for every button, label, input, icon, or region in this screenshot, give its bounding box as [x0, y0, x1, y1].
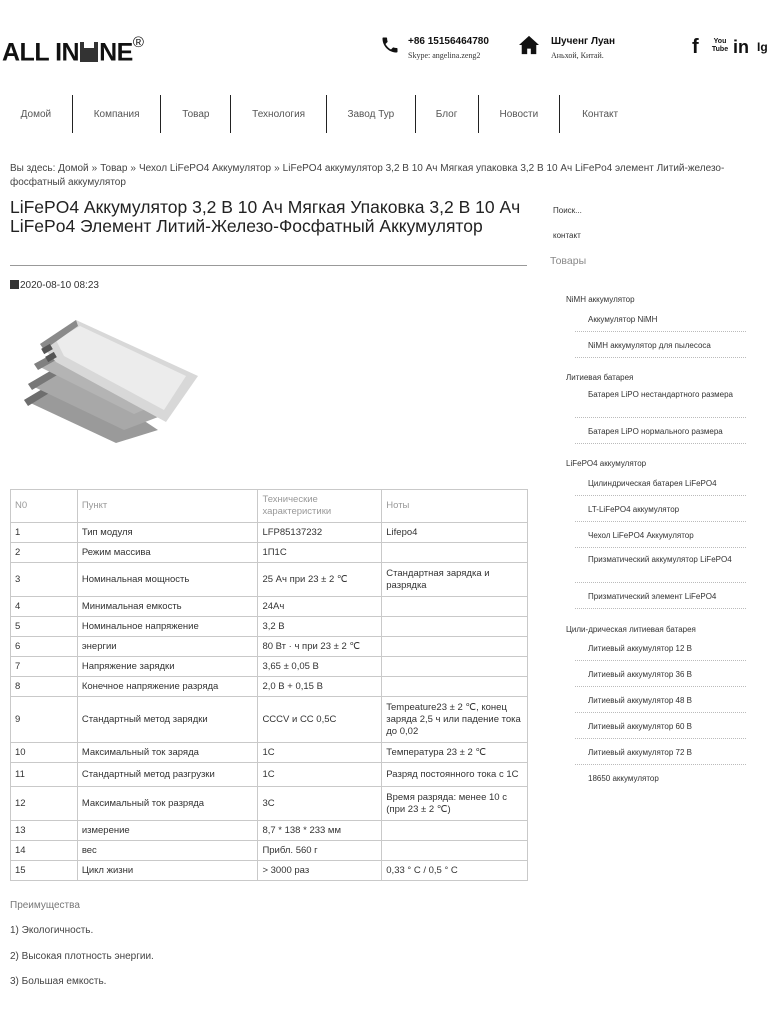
cell-no: 2: [11, 543, 78, 563]
title-divider: [10, 265, 527, 266]
calendar-icon: [10, 280, 19, 289]
sidebar-category-cylindrical[interactable]: Цили-дрическая литиевая батарея: [566, 625, 696, 634]
cell-note: Tempeature23 ± 2 ℃, конец заряда 2,5 ч или падение тока до 0,02: [382, 697, 528, 743]
sidebar-separator: [575, 495, 746, 496]
product-image: [16, 318, 201, 443]
sidebar-item[interactable]: LT-LiFePO4 аккумулятор: [588, 505, 680, 514]
cell-item: Стандартный метод разгрузки: [77, 763, 258, 787]
logo-battery-icon: [80, 42, 98, 62]
breadcrumb-link[interactable]: Товар: [100, 163, 128, 174]
table-row: [11, 657, 528, 677]
breadcrumb-current: LiFePO4 аккумулятор 3,2 В 10 Ач Мягкая упаковка 3,2 В 10 Ач LiFePo4 элемент Литий-железо-фосфатный аккумулятор: [10, 163, 725, 188]
nav-home[interactable]: Домой: [0, 95, 73, 133]
cell-spec: 3C: [258, 787, 382, 821]
sidebar-item[interactable]: Чехол LiFePO4 Аккумулятор: [588, 531, 694, 540]
youtube-icon[interactable]: You Tube: [711, 38, 729, 53]
cell-note: [382, 677, 528, 697]
cell-spec: 1C: [258, 743, 382, 763]
cell-item: Номинальная мощность: [77, 563, 258, 597]
cell-spec: 1П1С: [258, 543, 382, 563]
cell-no: 15: [11, 861, 78, 881]
cell-item: вес: [77, 841, 258, 861]
post-date-text: 2020-08-10 08:23: [20, 280, 99, 291]
table-row: [11, 563, 528, 597]
header-address: Аньхой, Китай.: [551, 51, 604, 60]
sidebar-item[interactable]: Аккумулятор NiMH: [588, 315, 658, 324]
cell-spec: 25 Ач при 23 ± 2 ℃: [258, 563, 382, 597]
cell-item: Минимальная емкость: [77, 597, 258, 617]
sidebar-separator: [575, 738, 746, 739]
nav-blog[interactable]: Блог: [416, 95, 479, 133]
cell-spec: 1C: [258, 763, 382, 787]
header-phone[interactable]: +86 15156464780: [408, 36, 489, 47]
col-header-no: N0: [11, 490, 78, 523]
cell-spec: 2,0 В + 0,15 В: [258, 677, 382, 697]
breadcrumb-link[interactable]: Чехол LiFePO4 Аккумулятор: [138, 163, 272, 174]
sidebar-contact-link[interactable]: контакт: [553, 231, 581, 240]
table-row: [11, 697, 528, 743]
post-date: [10, 280, 99, 291]
cell-note: [382, 657, 528, 677]
cell-note: [382, 821, 528, 841]
cell-item: энергии: [77, 637, 258, 657]
cell-note: 0,33 ° C / 0,5 ° C: [382, 861, 528, 881]
sidebar-item[interactable]: Литиевый аккумулятор 60 В: [588, 722, 693, 731]
table-row: [11, 821, 528, 841]
cell-note: [382, 617, 528, 637]
spec-table-body: [11, 523, 528, 881]
logo-text-part2: NE: [99, 38, 133, 67]
cell-no: 13: [11, 821, 78, 841]
cell-item: Стандартный метод зарядки: [77, 697, 258, 743]
spec-table: [10, 489, 528, 881]
sidebar-category-nimh[interactable]: NiMH аккумулятор: [566, 295, 635, 304]
home-icon: [518, 35, 540, 55]
cell-no: 4: [11, 597, 78, 617]
table-row: [11, 861, 528, 881]
cell-spec: 8,7 * 138 * 233 мм: [258, 821, 382, 841]
cell-no: 11: [11, 763, 78, 787]
cell-item: Максимальный ток разряда: [77, 787, 258, 821]
sidebar-item[interactable]: Литиевый аккумулятор 48 В: [588, 696, 693, 705]
table-row: [11, 637, 528, 657]
cell-spec: CCCV и CC 0,5C: [258, 697, 382, 743]
sidebar-products-heading: Товары: [550, 255, 587, 267]
benefit-item: 2) Высокая плотность энергии.: [10, 951, 154, 962]
breadcrumb-link[interactable]: Домой: [58, 163, 89, 174]
sidebar-separator: [575, 608, 746, 609]
table-row: [11, 597, 528, 617]
header-skype: Skype: angelina.zeng2: [408, 51, 481, 60]
cell-spec: 3,65 ± 0,05 В: [258, 657, 382, 677]
cell-no: 14: [11, 841, 78, 861]
cell-item: Конечное напряжение разряда: [77, 677, 258, 697]
sidebar-separator: [575, 764, 746, 765]
cell-note: Время разряда: менее 10 с (при 23 ± 2 ℃): [382, 787, 528, 821]
col-header-item: Пункт: [77, 490, 258, 523]
sidebar-separator: [575, 417, 746, 418]
table-row: [11, 543, 528, 563]
cell-spec: LFP85137232: [258, 523, 382, 543]
cell-spec: > 3000 раз: [258, 861, 382, 881]
sidebar-item[interactable]: Литиевый аккумулятор 12 В: [588, 644, 693, 653]
cell-no: 8: [11, 677, 78, 697]
cell-item: Номинальное напряжение: [77, 617, 258, 637]
cell-note: [382, 597, 528, 617]
cell-no: 6: [11, 637, 78, 657]
table-row: [11, 763, 528, 787]
sidebar-item[interactable]: Батарея LiPO нестандартного размера: [588, 390, 733, 399]
cell-no: 5: [11, 617, 78, 637]
cell-item: Максимальный ток заряда: [77, 743, 258, 763]
nav-company[interactable]: Компания: [73, 95, 162, 133]
cell-note: [382, 637, 528, 657]
sidebar-item[interactable]: Цилиндрическая батарея LiFePO4: [588, 479, 717, 488]
page-title: LiFePO4 Аккумулятор 3,2 В 10 Ач Мягкая Упаковка 3,2 В 10 Ач LiFePo4 Элемент Литий-Железо-Фосфатный Аккумулятор: [10, 197, 521, 236]
table-row: [11, 787, 528, 821]
sidebar-separator: [575, 331, 746, 332]
cell-note: [382, 543, 528, 563]
cell-item: измерение: [77, 821, 258, 841]
cell-spec: Прибл. 560 г: [258, 841, 382, 861]
linkedin-icon[interactable]: in: [733, 37, 749, 57]
sidebar-item[interactable]: Литиевый аккумулятор 72 В: [588, 748, 693, 757]
sidebar-category-lithium[interactable]: Литиевая батарея: [566, 373, 634, 382]
cell-no: 7: [11, 657, 78, 677]
sidebar-separator: [575, 660, 746, 661]
benefit-item: 1) Экологичность.: [10, 925, 94, 936]
cell-note: [382, 841, 528, 861]
cell-no: 3: [11, 563, 78, 597]
logo-text-part1: ALL IN: [2, 38, 80, 67]
facebook-icon[interactable]: f: [692, 36, 699, 58]
cell-item: Напряжение зарядки: [77, 657, 258, 677]
sidebar-separator: [575, 712, 746, 713]
benefits-heading: Преимущества: [10, 900, 80, 911]
cell-no: 9: [11, 697, 78, 743]
table-header-row: [11, 490, 528, 523]
nav-contact[interactable]: Контакт: [582, 108, 619, 120]
cell-note: Разряд постоянного тока с 1C: [382, 763, 528, 787]
site-logo[interactable]: [2, 34, 144, 67]
col-header-notes: Ноты: [382, 490, 528, 523]
sidebar-item[interactable]: Призматический аккумулятор LiFePO4: [588, 555, 732, 564]
breadcrumb-prefix: Вы здесь:: [10, 163, 56, 174]
sidebar-category-lifepo4[interactable]: LiFePO4 аккумулятор: [566, 459, 647, 468]
cell-spec: 3,2 В: [258, 617, 382, 637]
cell-note: Температура 23 ± 2 ℃: [382, 743, 528, 763]
phone-icon: [380, 35, 400, 55]
cell-no: 1: [11, 523, 78, 543]
cell-spec: 80 Вт · ч при 23 ± 2 ℃: [258, 637, 382, 657]
nav-products[interactable]: Товар: [161, 95, 231, 133]
cell-note: Lifepo4: [382, 523, 528, 543]
col-header-specs: Технические характеристики: [258, 490, 382, 523]
sidebar-item[interactable]: Призматический элемент LiFePO4: [588, 592, 717, 601]
nav-factory-tour[interactable]: Завод Тур: [327, 95, 416, 133]
cell-spec: 24Ач: [258, 597, 382, 617]
sidebar-separator: [575, 357, 746, 358]
sidebar-item[interactable]: 18650 аккумулятор: [588, 774, 659, 783]
sidebar-separator: [575, 582, 746, 583]
sidebar-separator: [575, 443, 746, 444]
instagram-icon[interactable]: Ig: [757, 40, 768, 54]
sidebar-separator: [575, 521, 746, 522]
cell-item: Режим массива: [77, 543, 258, 563]
cell-item: Цикл жизни: [77, 861, 258, 881]
table-row: [11, 617, 528, 637]
header-address-name: Шученг Луан: [551, 36, 616, 47]
breadcrumb: Вы здесь: Домой » Товар » Чехол LiFePO4 Аккумулятор » LiFePO4 аккумулятор 3,2 В 10 Ач Мягкая упаковка 3,2 В 10 Ач LiFePo4 элемент Литий-железо-фосфатный аккумулятор: [10, 163, 725, 188]
nav-news[interactable]: Новости: [479, 95, 561, 133]
sidebar-search-link[interactable]: Поиск...: [553, 206, 582, 215]
logo-registered-mark: ®: [132, 34, 144, 51]
sidebar-separator: [575, 686, 746, 687]
cell-no: 10: [11, 743, 78, 763]
main-nav: [0, 95, 640, 133]
table-row: [11, 841, 528, 861]
table-row: [11, 743, 528, 763]
sidebar-item[interactable]: Литиевый аккумулятор 36 В: [588, 670, 693, 679]
sidebar-item[interactable]: NiMH аккумулятор для пылесоса: [588, 341, 711, 350]
sidebar-separator: [575, 547, 746, 548]
table-row: [11, 677, 528, 697]
sidebar-item[interactable]: Батарея LiPO нормального размера: [588, 427, 723, 436]
table-row: [11, 523, 528, 543]
cell-no: 12: [11, 787, 78, 821]
nav-technology[interactable]: Технология: [231, 95, 327, 133]
benefit-item: 3) Большая емкость.: [10, 976, 107, 987]
cell-note: Стандартная зарядка и разрядка: [382, 563, 528, 597]
cell-item: Тип модуля: [77, 523, 258, 543]
